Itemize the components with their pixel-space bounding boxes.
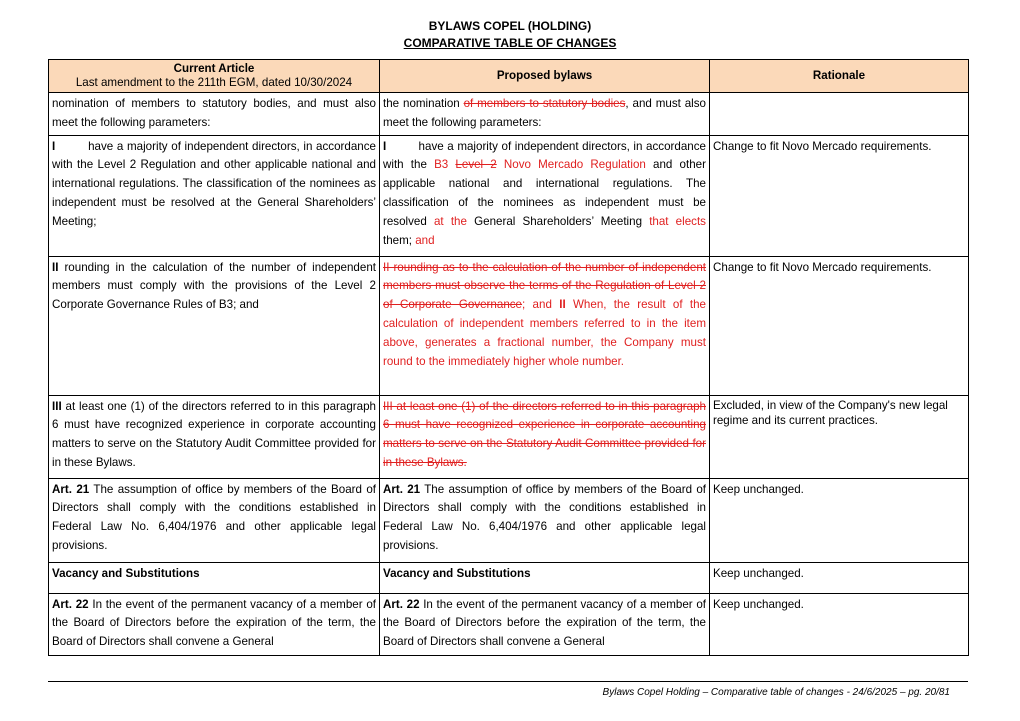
header-rationale: Rationale xyxy=(710,60,969,93)
current-cell: nomination of members to statutory bodies, and must also meet the following parameters: xyxy=(49,93,380,136)
table-row xyxy=(49,395,969,478)
proposed-cell: I have a majority of independent directors, in accordance with the B3 Level 2 Novo Mercado Regulation and other applicable national and international regulations. The classification of the nominees as independent must be resolved at the General Shareholders’ Meeting that elects them; and xyxy=(380,135,710,256)
rationale-cell: Excluded, in view of the Company's new legal regime and its current practices. xyxy=(710,395,969,478)
proposed-cell: Art. 21 The assumption of office by members of the Board of Directors shall comply with the conditions established in Federal Law No. 6,404/1976 and other applicable legal provisions. xyxy=(380,478,710,562)
rationale-cell: Change to fit Novo Mercado requirements. xyxy=(710,256,969,395)
table-row xyxy=(49,593,969,655)
rationale-cell: Keep unchanged. xyxy=(710,478,969,562)
current-cell: Art. 21 The assumption of office by members of the Board of Directors shall comply with the conditions established in Federal Law No. 6,404/1976 and other applicable legal provisions. xyxy=(49,478,380,562)
header-current-article xyxy=(49,60,380,93)
table-row xyxy=(49,256,969,395)
rationale-cell xyxy=(710,93,969,136)
header-current-subtitle: Last amendment to the 211th EGM, dated 10/30/2024 xyxy=(75,76,353,89)
header-proposed-bylaws: Proposed bylaws xyxy=(380,60,710,93)
proposed-cell: Vacancy and Substitutions xyxy=(380,562,710,593)
current-cell: I have a majority of independent directors, in accordance with the Level 2 Regulation and other applicable national and international regulations. The classification of the nominees as independent must be resolved at the General Shareholders’ Meeting; xyxy=(49,135,380,256)
table-row xyxy=(49,562,969,593)
proposed-cell: III at least one (1) of the directors referred to in this paragraph 6 must have recognized experience in corporate accounting matters to serve on the Statutory Audit Committee provided for in these Bylaws. xyxy=(380,395,710,478)
current-cell: Art. 22 In the event of the permanent vacancy of a member of the Board of Directors before the expiration of the term, the Board of Directors shall convene a General xyxy=(49,593,380,655)
proposed-cell: II rounding as to the calculation of the number of independent members must observe the terms of the Regulation of Level 2 of Corporate Governance; and II When, the result of the calculation of independent members referred to in the item above, generates a fractional number, the Company must round to the immediately higher whole number. xyxy=(380,256,710,395)
page-footer: Bylaws Copel Holding – Comparative table of changes - 24/6/2025 – pg. 20/81 xyxy=(602,687,950,698)
current-cell: II rounding in the calculation of the number of independent members must comply with the provisions of the Level 2 Corporate Governance Rules of B3; and xyxy=(49,256,380,395)
document-title: BYLAWS COPEL (HOLDING) xyxy=(428,19,592,33)
header-current-title: Current Article xyxy=(173,62,255,75)
rationale-cell: Change to fit Novo Mercado requirements. xyxy=(710,135,969,256)
proposed-cell: Art. 22 In the event of the permanent vacancy of a member of the Board of Directors before the expiration of the term, the Board of Directors shall convene a General xyxy=(380,593,710,655)
proposed-cell: the nomination of members to statutory bodies, and must also meet the following parameters: xyxy=(380,93,710,136)
current-cell: III at least one (1) of the directors referred to in this paragraph 6 must have recognized experience in corporate accounting matters to serve on the Statutory Audit Committee provided for in these Bylaws. xyxy=(49,395,380,478)
table-row xyxy=(49,135,969,256)
table-row xyxy=(49,478,969,562)
footer-divider xyxy=(48,681,968,682)
document-subtitle: COMPARATIVE TABLE OF CHANGES xyxy=(403,36,617,50)
rationale-cell: Keep unchanged. xyxy=(710,593,969,655)
current-cell: Vacancy and Substitutions xyxy=(49,562,380,593)
rationale-cell: Keep unchanged. xyxy=(710,562,969,593)
comparative-table xyxy=(48,59,969,656)
table-row xyxy=(49,93,969,136)
